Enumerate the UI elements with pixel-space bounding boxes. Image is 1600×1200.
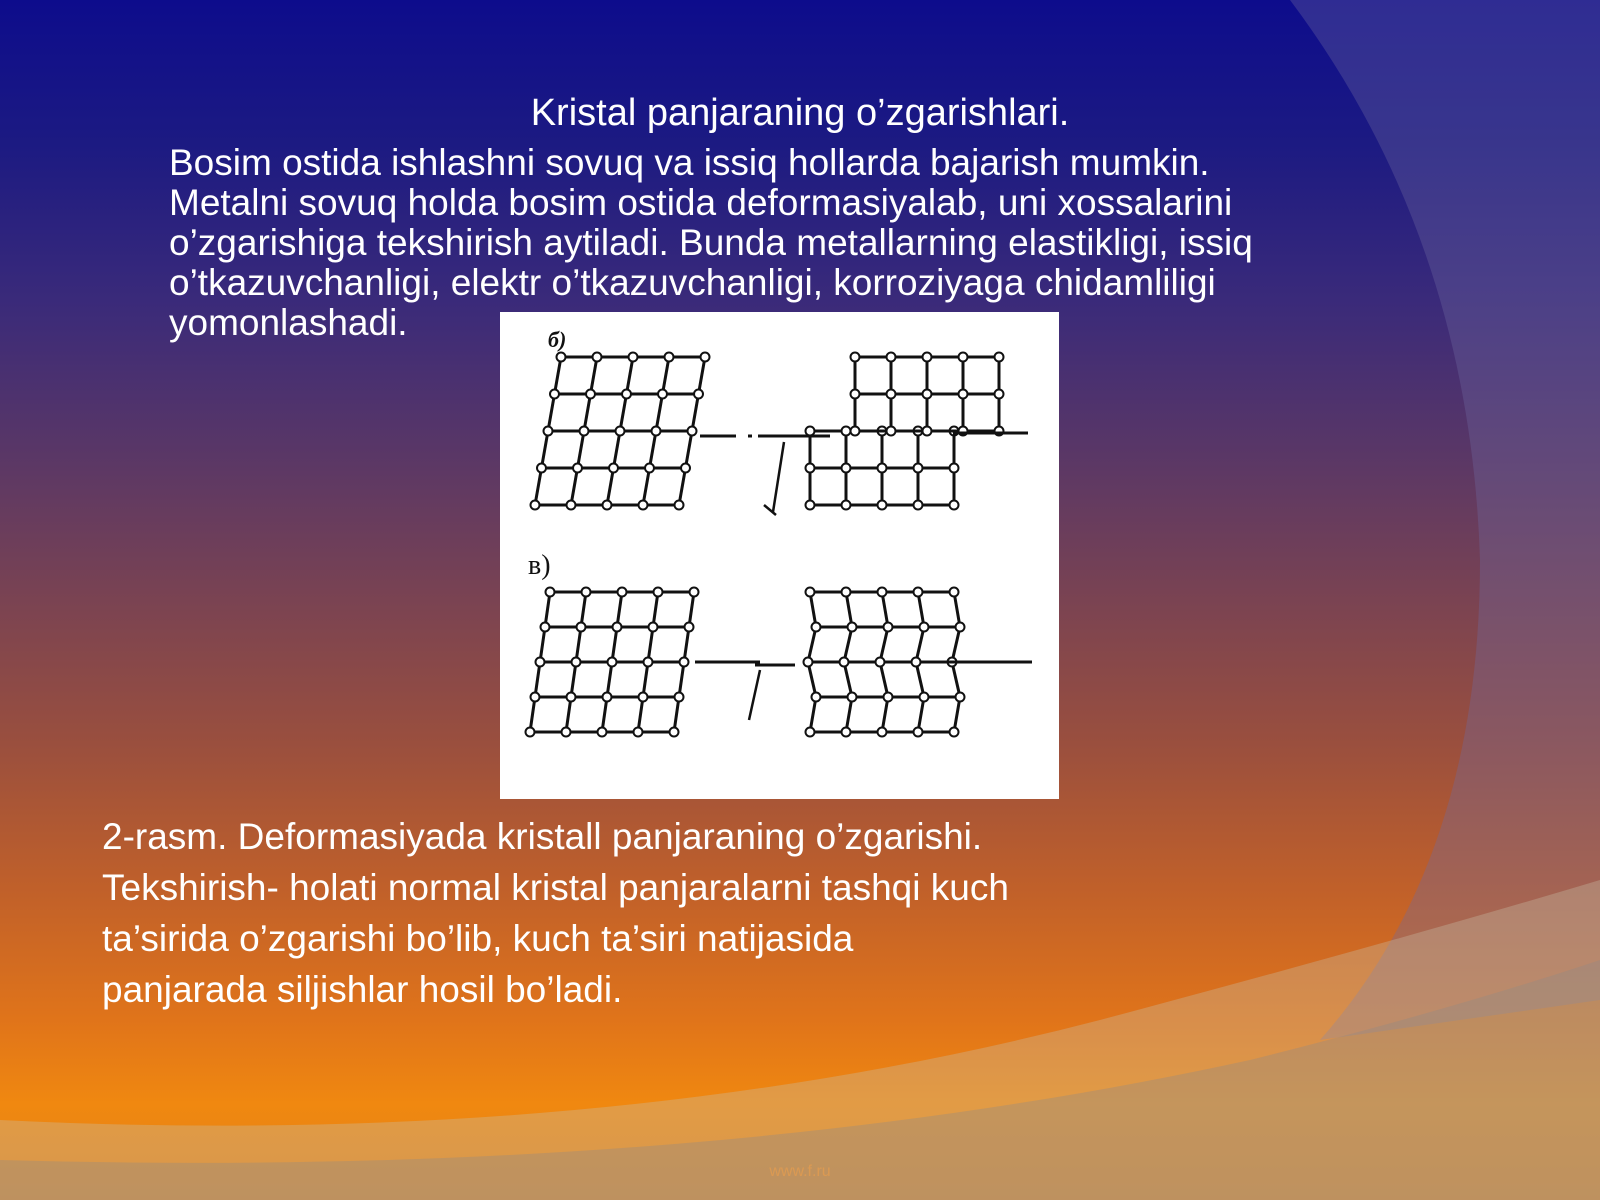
figure-label-b: б) bbox=[548, 327, 567, 352]
lattice-v-left bbox=[526, 588, 699, 737]
lattice-grids bbox=[526, 353, 1004, 737]
lattice-b-right-upper bbox=[851, 353, 1004, 436]
body-paragraph: Bosim ostida ishlashni sovuq va issiq hollarda bajarish mumkin. Metalni sovuq holda bosim ostida deformasiyalab, uni xossalarini o’zgarishiga tekshirish aytiladi. Bunda metallarning elastikligi, issiq o’tkazuvchanligi, elektr o’tkazuvchanligi, korroziyaga chidamliligi yomonlashadi. bbox=[169, 142, 1253, 343]
footer-text: www.f.ru bbox=[769, 1163, 831, 1180]
indicator-marks bbox=[749, 442, 784, 720]
figure-caption: 2-rasm. Deformasiyada kristall panjaraning o’zgarishi. Tekshirish- holati normal kristal panjaralarni tashqi kuch ta’sirida o’zgarishi bo’lib, kuch ta’siri natijasida panjarada siljishlar hosil bo’ladi. bbox=[102, 816, 1009, 1010]
lattice-figure bbox=[500, 312, 1059, 799]
lattice-b-right-lower bbox=[806, 427, 959, 510]
figure-label-v: в) bbox=[528, 550, 551, 581]
slide-title: Kristal panjaraning o’zgarishlari. bbox=[530, 92, 1070, 134]
lattice-b-left bbox=[531, 353, 710, 510]
